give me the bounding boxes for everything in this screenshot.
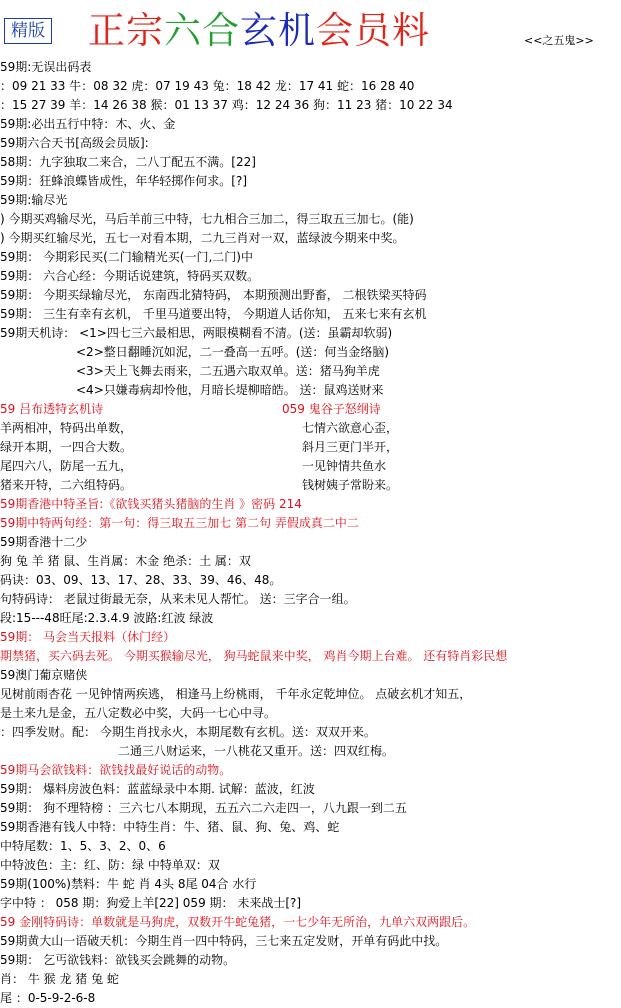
text-line: <2>整日翻睡沉如泥，二一叠高一五呼。(送：何当金络脑) bbox=[76, 345, 390, 359]
text-line: 59期六合天书[高级会员版]: bbox=[0, 136, 149, 150]
text-line: <4>只嫌毒病却怜他，月暗长堤柳暗皓。 送：鼠鸡送财来 bbox=[76, 383, 384, 397]
text-line: 字中特 ： 058 期：狗爱上羊[22] 059 期： 未来战士[?] bbox=[0, 896, 302, 910]
text-line: 中特尾数：1、5、3、2、0、6 bbox=[0, 839, 166, 853]
text-line: 尾 ：0-5-9-2-6-8 bbox=[0, 991, 96, 1005]
page-title bbox=[88, 8, 430, 54]
text-line: 59期： 六合心经：今期话说建筑，特码买双数。 bbox=[0, 269, 260, 283]
poem-line-right: 一见钟情共鱼水 bbox=[302, 459, 387, 473]
title-part-3: 玄机 bbox=[240, 9, 316, 52]
poem-line-left: 尾四六八，防尾一五九， bbox=[0, 459, 133, 473]
text-line: ：15 27 39 羊：14 26 38 猴：01 13 37 鸡：12 24 36 狗：11 23 猪：10 22 34 bbox=[0, 98, 453, 112]
text-line: 59 金刚特码诗：单数就是马狗虎，双数开牛蛇兔猪，一七少年无所治，九单六双两跟后。 bbox=[0, 915, 476, 929]
text-line: 59期(100%)禁料：牛 蛇 肖 4头 8尾 04合 水行 bbox=[0, 877, 257, 891]
text-line: 59期： 爆料房波色料：蓝蓝绿录中本期. 试解：蓝波，红波 bbox=[0, 782, 315, 796]
text-line: <3>天上飞舞去雨来，二五遇六取双单。送：猪马狗羊虎 bbox=[76, 364, 380, 378]
text-line: 59期： 乞丐欲钱料：欲钱买会跳舞的动物。 bbox=[0, 953, 236, 967]
text-line: 码诀：03、09、13、17、28、33、39、46、48。 bbox=[0, 573, 282, 587]
text-line: 是土来九是金，五八定数必中奖，大码一七心中寻。 bbox=[0, 706, 277, 720]
text-line: 59期香港十二少 bbox=[0, 535, 88, 549]
page-subtitle: <<之五鬼>> bbox=[524, 34, 594, 47]
text-line: 59期： 今期彩民买(二门输精光买(一门,二门)中 bbox=[0, 250, 253, 264]
text-line: 59期： 马会当天报料（休门经） bbox=[0, 630, 176, 644]
text-line: 狗 兔 羊 猪 鼠、生肖属：木金 绝杀：土 属：双 bbox=[0, 554, 251, 568]
text-line: ) 今期买鸡输尽光，马后羊前三中特，七九相合三加二，得三取五三加七。(能) bbox=[0, 212, 414, 226]
text-line: ) 今期买红输尽光，五七一对看本期，二九三肖对一双，蓝绿波今期来中奖。 bbox=[0, 231, 405, 245]
poem-line-left: 羊两相冲，特码出单数， bbox=[0, 421, 133, 435]
text-line: 中特波色：主：红、防：绿 中特单双：双 bbox=[0, 858, 220, 872]
text-line: 59期马会欲钱料：欲钱找最好说话的动物。 bbox=[0, 763, 232, 777]
text-line: 59期黄大山一语破天机：今期生肖一四中特码，三七来五定发财，开单有码此中找。 bbox=[0, 934, 448, 948]
text-line: 59期：狂蜂浪蝶皆成性，年华轻掷作何求。[?] bbox=[0, 174, 248, 188]
text-line: 59期:必出五行中特：木、火、金 bbox=[0, 117, 176, 131]
poem-line-right: 七情六欲意心歪， bbox=[302, 421, 399, 435]
poem-line-left: 猪来开特，二六组特码。 bbox=[0, 478, 133, 492]
text-line: 59期： 三生有幸有玄机， 千里马道要出特， 今期道人话你知， 五来七来有玄机 bbox=[0, 307, 427, 321]
poem-line-right: 钱树姨子常盼来。 bbox=[302, 478, 399, 492]
text-line: 段:15---48旺尾:2.3.4.9 波路:红波 绿波 bbox=[0, 611, 214, 625]
text-line: 59期天机诗： <1>四七三六最相思，两眼模糊看不清。(送：虽霸却软弱) bbox=[0, 326, 393, 340]
title-part-4: 会员料 bbox=[316, 9, 430, 52]
poem-line-left: 绿开本期，一四合大数。 bbox=[0, 440, 133, 454]
text-line: 59期香港有钱人中特：中特生肖：牛、猪、鼠、狗、兔、鸡、蛇 bbox=[0, 820, 340, 834]
text-line: 二通三八财运来，一八桃花又重开。送：四双红梅。 bbox=[118, 744, 395, 758]
text-line: 59期:无误出码表 bbox=[0, 60, 92, 74]
text-line: ：四季发财。配： 今期生肖找永火，本期尾数有玄机。送：双双开来。 bbox=[0, 725, 376, 739]
text-line: 肖： 牛 猴 龙 猪 兔 蛇 bbox=[0, 972, 119, 986]
version-badge: 精版 bbox=[4, 18, 52, 44]
text-line: ：09 21 33 牛：08 32 虎：07 19 43 兔：18 42 龙：17 41 蛇：16 28 40 bbox=[0, 79, 415, 93]
text-line: 59期： 今期买绿输尽光， 东南西北猜特码， 本期预测出野畜， 二根铁梁买特码 bbox=[0, 288, 427, 302]
title-part-2: 六合 bbox=[164, 9, 240, 52]
text-line: 59期中特两句经：第一句：得三取五三加七 第二句 弄假成真二中二 bbox=[0, 516, 359, 530]
text-line: 58期：九字独取二来合，二八丁配五不满。[22] bbox=[0, 155, 256, 169]
text-line: 59期:输尽光 bbox=[0, 193, 68, 207]
text-line: 期禁猪，买六码去死。 今期买猴输尽光， 狗马蛇鼠来中奖， 鸡肖今期上台难。 还有特肖彩民想 bbox=[0, 649, 508, 663]
poem-line-right: 斜月三更门半开， bbox=[302, 440, 399, 454]
poem-title-left: 59 吕布透特玄机诗 bbox=[0, 402, 104, 416]
title-part-1: 正宗 bbox=[88, 9, 164, 52]
text-line: 59期： 狗不理特榜 ：三六七八本期现，五五六二六走四一，八九跟一到二五 bbox=[0, 801, 407, 815]
poem-title-right: 059 鬼谷子怒纲诗 bbox=[282, 402, 381, 416]
text-line: 59澳门葡京赌侠 bbox=[0, 668, 88, 682]
text-line: 59期香港中特圣旨:《欲钱买猪头猪脑的生肖 》密码 214 bbox=[0, 497, 302, 511]
text-line: 句特码诗： 老鼠过街最无奈，从来未见人帮忙。 送：三字合一组。 bbox=[0, 592, 356, 606]
text-line: 见树前雨杏花 一见钟情两疾逃， 相逢马上纷桃雨， 千年永定乾坤位。 点破玄机才知五， bbox=[0, 687, 472, 701]
